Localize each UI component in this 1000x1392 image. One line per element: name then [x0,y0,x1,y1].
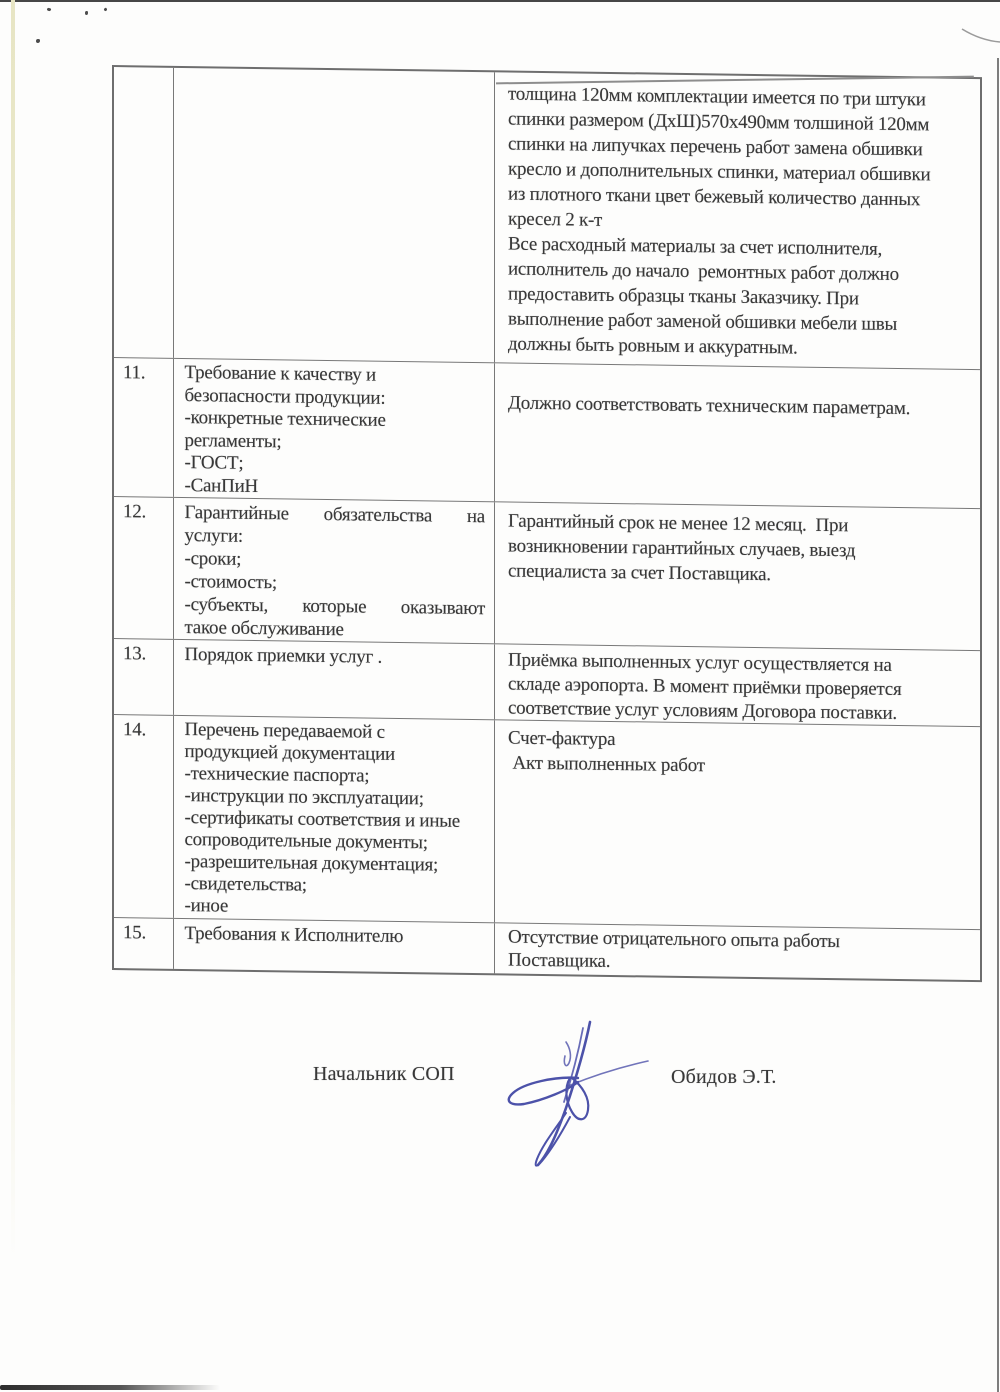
table-row [114,639,980,727]
row-number-cell: 15. [114,918,174,969]
parameter-cell: Гарантийные обязательства на услуги: -сроки; -стоимость; -субъекты, которые оказывают такое обслуживание [174,498,496,643]
scan-bottom-edge-line [0,1385,220,1390]
table-row [114,358,980,509]
value-cell: Отсутствие отрицательного опыта работы Поставщика. [508,926,840,972]
parameter-cell: Требование к качеству и безопасности продукции: -конкретные технические регламенты; -ГОСТ; -СанПиН [174,359,496,501]
table-row [114,497,980,651]
signer-name-label: Обидов Э.Т. [671,1066,777,1088]
scan-top-edge-line [0,0,1000,2]
requirements-table [112,65,982,982]
parameter-cell: Перечень передаваемой с продукцией документации -технические паспорта; -инструкции по эксплуатации; -сертификаты соответствия и иные сопроводительные документы; -разрешительная документация; -свидетельства; -иное [174,716,496,922]
table-row [114,67,980,370]
row-number-cell: 13. [114,639,174,715]
scan-speck [85,11,88,15]
table-row [114,715,980,930]
value-cell: толщина 120мм комплектации имеется по три штуки спинки размером (ДхШ)570х490мм толшиной 120мм спинки на липучках перечень работ замена обшивки кресло и дополнительных спинки, материал обшивки из плотного ткани цвет бежевый количество данных кресел 2 к-т Все расходный материалы за счет исполнителя, исполнитель до начало ремонтных работ должно предоставить образцы тканы Заказчику. При выполнение работ заменой обшивки мебели швы должны быть ровным и аккуратным. [508,83,931,359]
scan-corner-scratch [0,0,1000,60]
row-number-cell: 11. [114,358,174,497]
scan-speck [36,39,40,43]
parameter-cell: Порядок приемки услуг . [174,640,496,719]
value-cell: Приёмка выполненных услуг осуществляется на складе аэропорта. В момент приёмки проверяется соответствие услуг условиям Договора поставки. [508,649,902,724]
value-cell: Гарантийный срок не менее 12 месяц. При возникновении гарантийных случаев, выезд специалиста за счет Поставщика. [508,510,856,586]
parameter-cell [174,68,496,362]
value-cell: Счет-фактура Акт выполненных работ [508,727,705,777]
parameter-cell: Требования к Исполнителю [174,919,496,973]
value-cell: Должно соответствовать техническим параметрам. [508,392,911,420]
row-number-cell: 12. [114,497,174,639]
table-row [114,918,980,980]
row-number-cell [114,67,174,358]
signer-role-label: Начальник СОП [313,1063,455,1085]
scan-left-fold-strip [11,0,15,1260]
row-number-cell: 14. [114,715,174,918]
scan-speck [103,7,107,11]
scan-speck [47,7,52,11]
scan-right-edge-line [997,58,999,1392]
